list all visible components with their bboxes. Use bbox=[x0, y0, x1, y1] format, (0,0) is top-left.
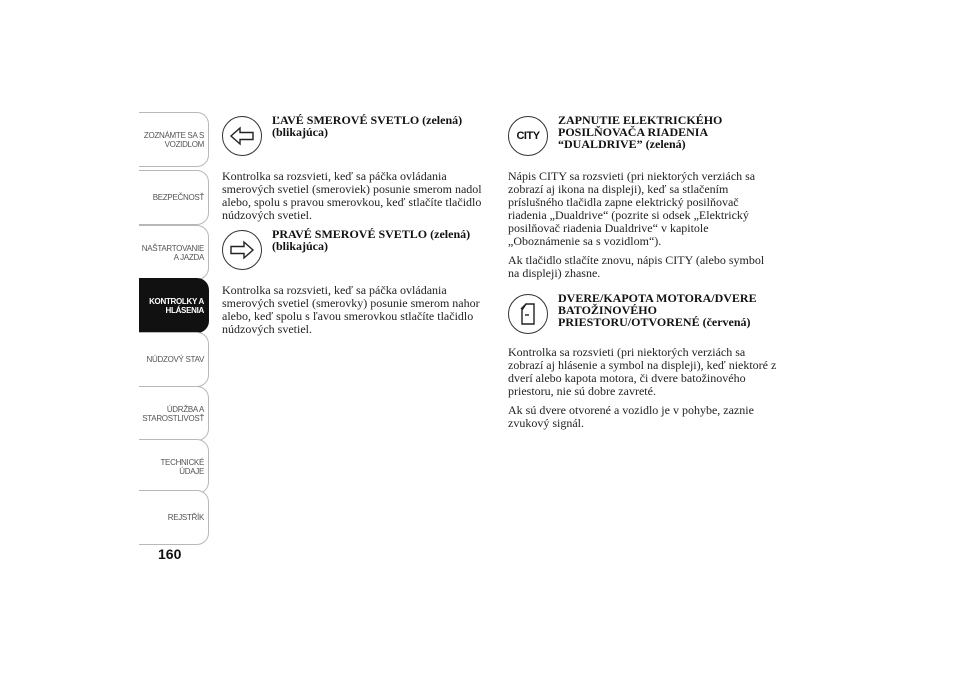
entry-title: DVERE/KAPOTA MOTORA/DVERE BATOŽINOVÉHO PRIESTORU/OTVORENÉ (červená) bbox=[558, 291, 757, 329]
entry-door-open bbox=[508, 292, 778, 430]
city-icon-text: CITY bbox=[516, 130, 540, 142]
tab-zoznamte-sa[interactable]: ZOZNÁMTE SA S VOZIDLOM bbox=[139, 112, 209, 167]
entry-paragraph: Nápis CITY sa rozsvieti (pri niektorých verziách sa zobrazí aj ikona na displeji), keď sa stlačením príslušného tlačidla zapne elektrický posilňovač riadenia „Dualdrive“ (pozrite si odsek „Elektrický posilňovač riadenia Dualdrive“ v kapitole „Oboznámenie sa s vozidlom“). bbox=[508, 169, 756, 248]
entry-title: PRAVÉ SMEROVÉ SVETLO (zelená) (blikajúca) bbox=[272, 227, 471, 253]
tab-nastartovanie[interactable]: NAŠTARTOVANIE A JAZDA bbox=[139, 225, 209, 280]
entry-paragraph: Ak tlačidlo stlačíte znovu, nápis CITY (alebo symbol na displeji) zhasne. bbox=[508, 253, 765, 280]
entry-dualdrive bbox=[508, 114, 778, 280]
entry-right-turn-signal bbox=[222, 228, 492, 336]
tab-udrzba[interactable]: ÚDRŽBA A STAROSTLIVOSŤ bbox=[139, 386, 209, 441]
tab-rejstrik[interactable]: REJSTŘÍK bbox=[139, 490, 209, 545]
entry-paragraph: Kontrolka sa rozsvieti (pri niektorých verziách sa zobrazí aj hlásenie a symbol na displeji), keď niektoré z dverí alebo kapota motora, či dvere batožinového priestoru, nie sú dobre zavreté. bbox=[508, 345, 777, 398]
entry-paragraph: Kontrolka sa rozsvieti, keď sa páčka ovládania smerových svetiel (smeroviek) posunie smerom nadol alebo, spolu s pravou smerovkou, keď stlačíte tlačidlo núdzových svetiel. bbox=[222, 169, 482, 222]
tab-nudzovy-stav[interactable]: NÚDZOVÝ STAV bbox=[139, 332, 209, 387]
left-column bbox=[222, 114, 492, 336]
door-open-icon bbox=[508, 294, 548, 334]
entry-title: ZAPNUTIE ELEKTRICKÉHO POSILŇOVAČA RIADENIA “DUALDRIVE” (zelená) bbox=[558, 113, 723, 151]
entry-paragraph: Kontrolka sa rozsvieti, keď sa páčka ovládania smerových svetiel (smerovky) posunie smerom nahor alebo, keď spolu s ľavou smerovkou stlačíte tlačidlo núdzových svetiel. bbox=[222, 283, 480, 336]
tab-technicke-udaje[interactable]: TECHNICKÉ ÚDAJE bbox=[139, 439, 209, 494]
entry-left-turn-signal bbox=[222, 114, 492, 222]
right-arrow-icon bbox=[222, 230, 262, 270]
entry-paragraph: Ak sú dvere otvorené a vozidlo je v pohybe, zaznie zvukový signál. bbox=[508, 403, 754, 430]
left-arrow-icon bbox=[222, 116, 262, 156]
city-icon bbox=[508, 116, 548, 156]
tab-bezpecnost[interactable]: BEZPEČNOSŤ bbox=[139, 170, 209, 225]
right-column bbox=[508, 114, 778, 430]
tab-kontrolky[interactable]: KONTROLKY A HLÁSENIA bbox=[139, 278, 209, 333]
page-number: 160 bbox=[158, 546, 182, 562]
entry-title: ĽAVÉ SMEROVÉ SVETLO (zelená) (blikajúca) bbox=[272, 113, 463, 139]
